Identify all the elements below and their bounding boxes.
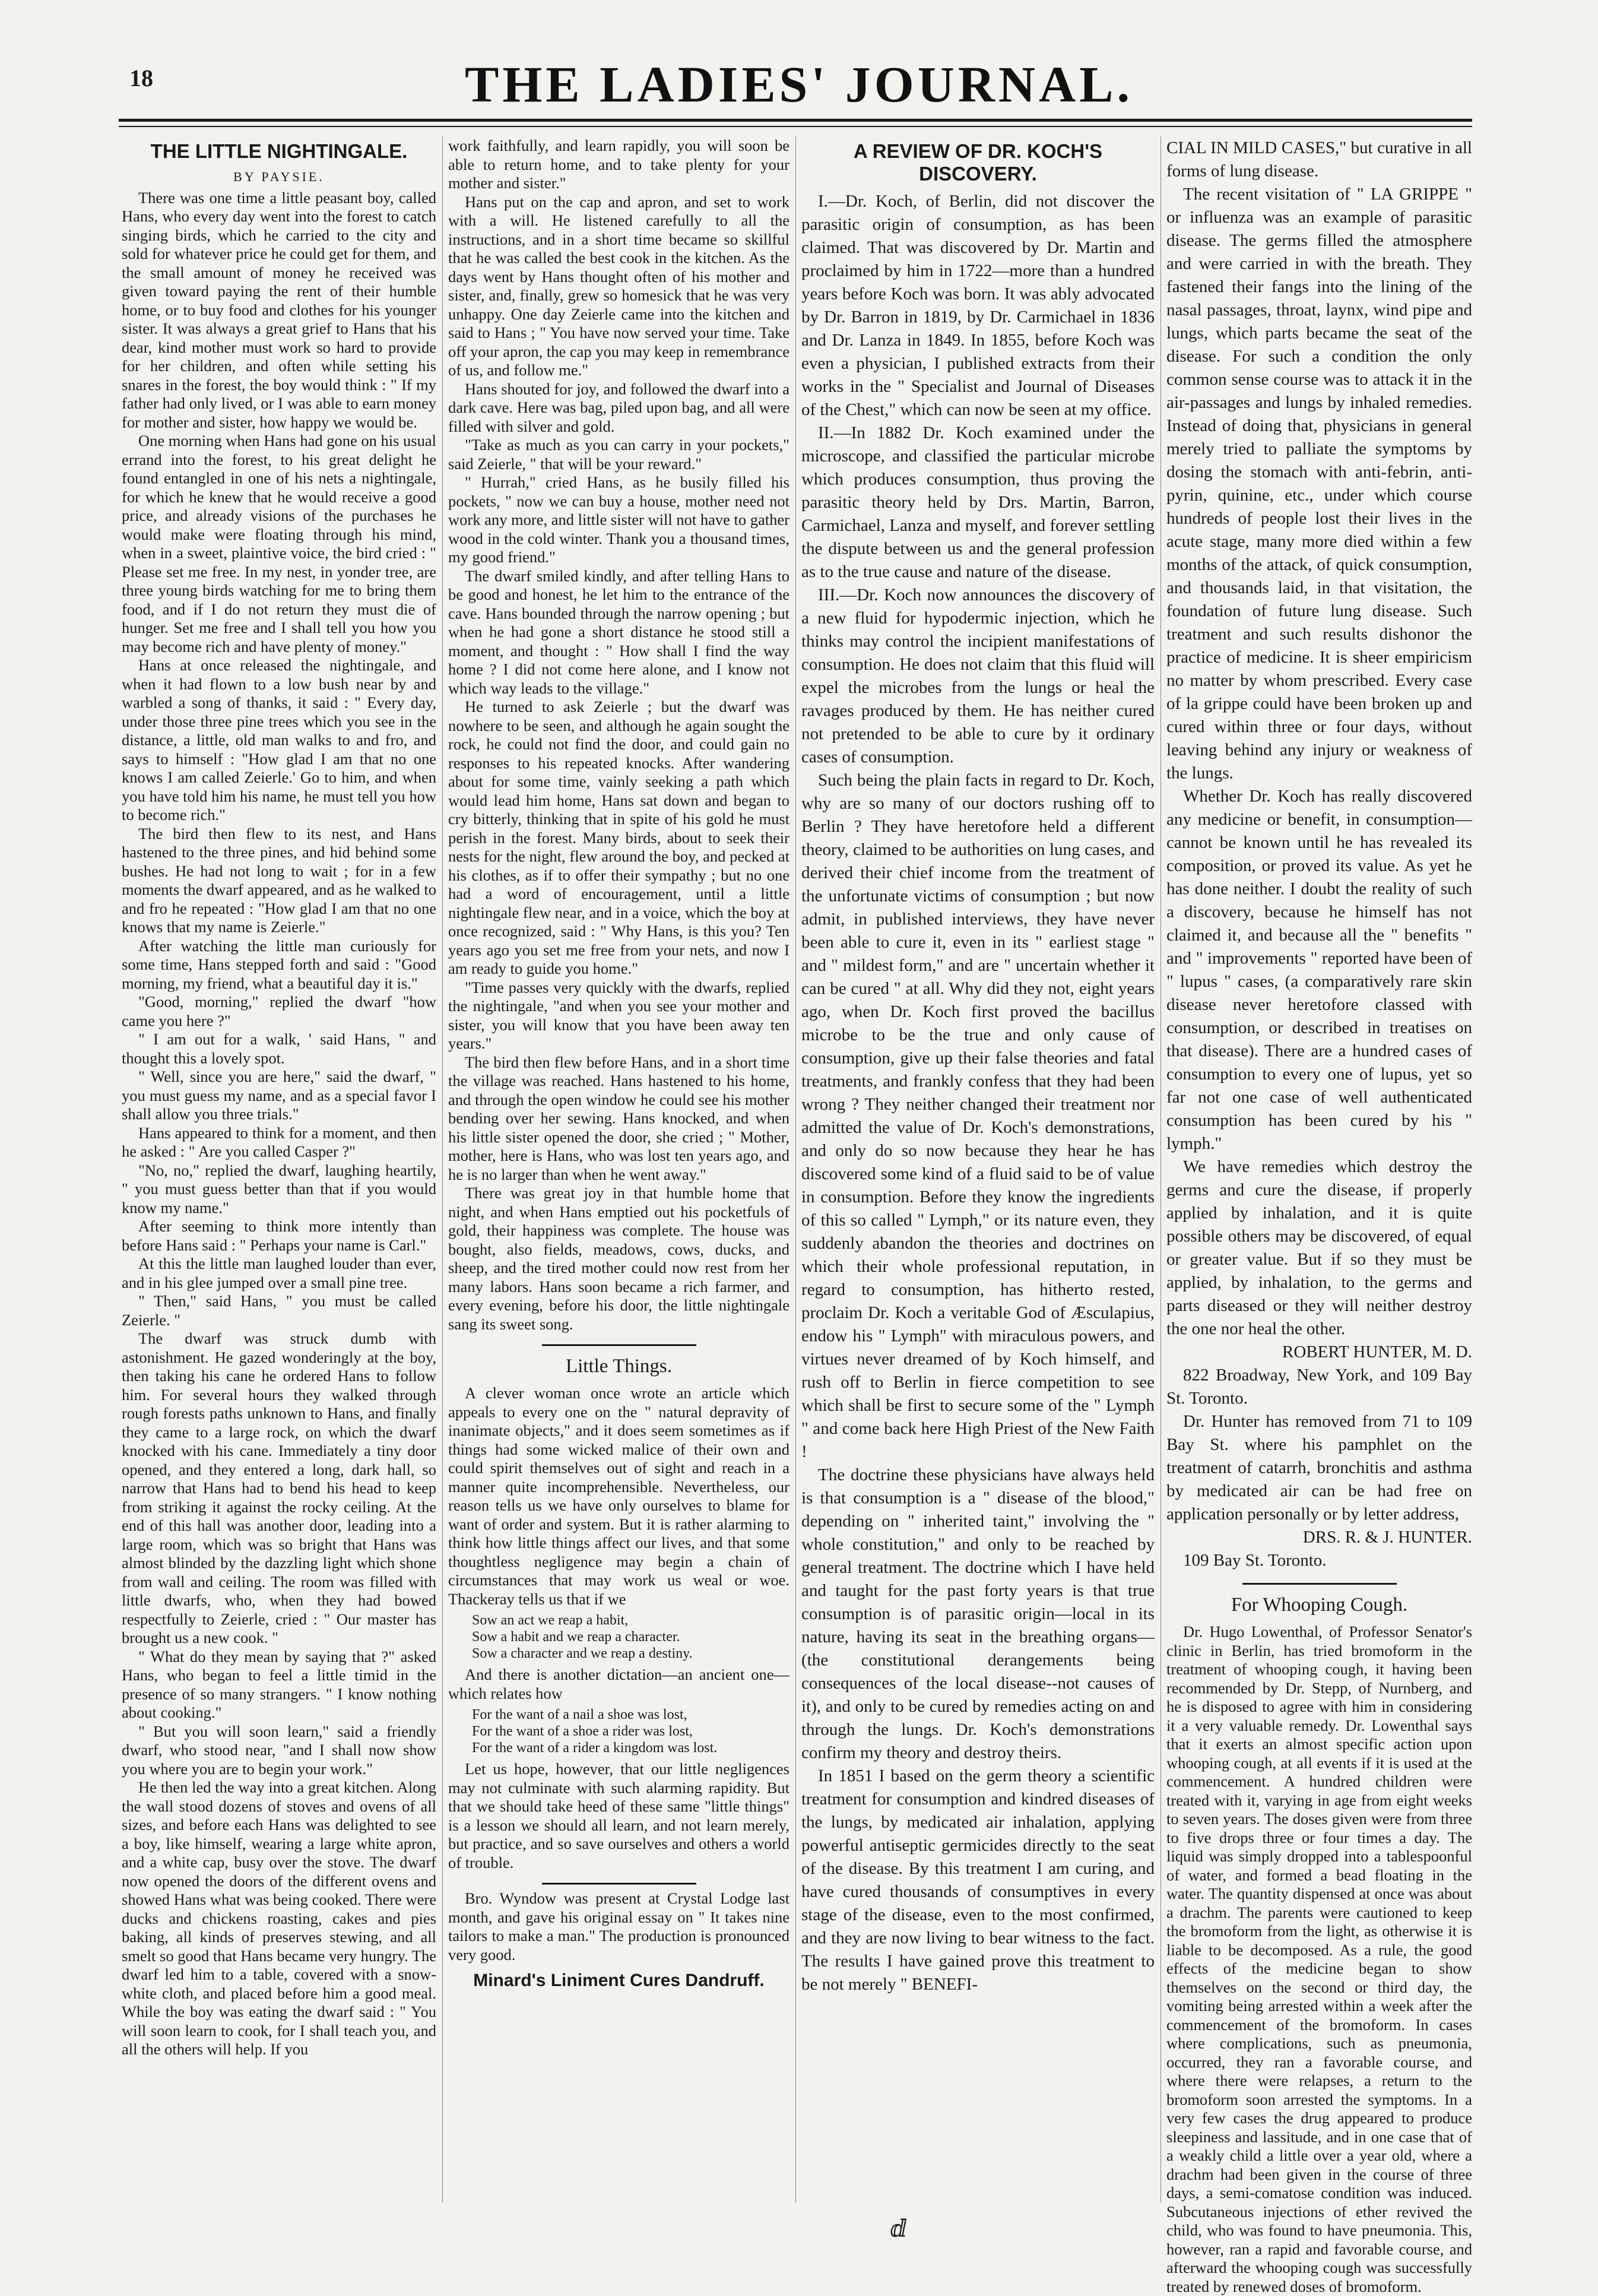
address: 822 Broadway, New York, and 109 Bay St. Toronto. xyxy=(1166,1366,1472,1408)
paragraph: One morning when Hans had gone on his usual errand into the forest, to his great delight he found entangled in one of his nets a nightingale, for which he knew that he would receive a good price, and already visions of the purchases he would make were floating through his mind, when in a sweet, plaintive voice, the bird cried : " Please set me free. In my nest, in yonder tree, are three young birds watching for me to bring them food, and if I do not return they must die of hunger. Set me free and I shall tell you how you may become rich and have plenty of money." xyxy=(122,432,436,655)
section-divider xyxy=(542,1344,696,1346)
paragraph: There was one time a little peasant boy, called Hans, who every day went into the forest to catch singing birds, which he carried to the city and sold for whatever price he could get for them, and the small amount of money he received was given toward paying the rent of their humble home, or to buy food and clothes for his younger sister. It was always a great grief to Hans that his dear, kind mother must work so hard to provide for her children, and often while setting his snares in the forest, the boy would think : " If my father had only lived, or I was able to earn money for mother and sister, how happy we would be. xyxy=(122,188,436,431)
paragraph: In 1851 I based on the germ theory a scientific treatment for consumption and kindred diseases of the lungs, by medicated air inhalation, applying powerful antiseptic germicides directly to the seat of the disease. By this treatment I am curing, and have cured thousands of consumptives in every stage of the disease, even to the most confirmed, and they are now living to bear witness to the fact. The results I have gained prove this treatment to be not merely " BENEFI- xyxy=(801,1766,1155,1994)
paragraph: Dr. Hunter has removed from 71 to 109 Bay St. where his pamphlet on the treatment of catarrh, bronchitis and asthma by medicated air can be had free on application personally or by letter address, xyxy=(1166,1412,1472,1524)
verse xyxy=(472,1706,790,1756)
paragraph: "No, no," replied the dwarf, laughing heartily, " you must guess better than that if you would know my name." xyxy=(122,1161,436,1217)
section-divider xyxy=(1242,1583,1397,1585)
verse-line: Sow a habit and we reap a character. xyxy=(472,1629,680,1645)
paragraph: We have remedies which destroy the germs and cure the disease, if properly applied by inhalation, and it is quite possible others may be discovered, of equal or greater value. But if so they must be applied, by inhalation, to the germs and parts diseased or they will neither destroy the one nor heal the other. xyxy=(1166,1157,1472,1338)
section-divider xyxy=(542,1883,696,1885)
paragraph: I.—Dr. Koch, of Berlin, did not discover the parasitic origin of consumption, as has been claimed. That was discovered by Dr. Martin and proclaimed by him in 1722—more than a hundred years before Koch was born. It was ably advocated by Dr. Barron in 1819, by Dr. Carmichael in 1836 and Dr. Lanza in 1849. In 1855, before Koch was even a physician, I published extracts from their works in the " Specialist and Journal of Diseases of the Chest," which can now be seen at my office. xyxy=(801,192,1155,419)
paragraph: Hans put on the cap and apron, and set to work with a will. He listened carefully to all the instructions, and in a short time became so skillful that he was called the best cook in the kitchen. As the days went by Hans thought often of his mother and sister, and, finally, grew so homesick that he was very unhappy. One day Zeierle came into the kitchen and said to Hans ; " You have now served your time. Take off your apron, the cap you may keep in remembrance of us, and follow me." xyxy=(448,192,790,379)
paragraph: The bird then flew before Hans, and in a short time the village was reached. Hans hastened to his home, and through the open window he could see his mother bending over her sewing. Hans knocked, and when his little sister opened the door, she cried ; " Mother, mother, here is Hans, who was lost ten years ago, and he is no larger than when he went away." xyxy=(448,1053,790,1183)
paragraph: The doctrine these physicians have always held is that consumption is a " disease of the blood," depending on " inherited taint," involving the " whole constitution," and only to be reached by general treatment. The doctrine which I have held and taught for the past forty years is that true consumption is of parasitic origin—local in its nature, having its seat in the breathing organs—(the constitutional derangements being consequences of the local disease--not causes of it), and only to be cured by remedies acting on and through the lungs. Dr. Koch's demonstrations confirm my theory and destroy theirs. xyxy=(801,1465,1155,1762)
paragraph: And there is another dictation—an ancient one—which relates how xyxy=(448,1665,790,1702)
signature: ROBERT HUNTER, M. D. xyxy=(1282,1342,1472,1361)
paragraph: Hans appeared to think for a moment, and then he asked : " Are you called Casper ?" xyxy=(122,1123,436,1160)
paragraph: "Take as much as you can carry in your pockets," said Zeierle, " that will be your reward." xyxy=(448,436,790,473)
paragraph: Dr. Hugo Lowenthal, of Professor Senator's clinic in Berlin, has tried bromoform in the treatment of whooping cough, it having been recommended by Dr. Stepp, of Nurnberg, and he is disposed to agree with him in considering it a very valuable remedy. Dr. Lowenthal says that it exerts an almost specific action upon whooping cough, at all events if it is used at the commencement. A hundred children were treated with it, varying in age from eight weeks to seven years. The doses given were from three to five drops three or four times a day. The liquid was simply dropped into a tablespoonful of water, and formed a bead floating in the water. The quantity dispensed at once was about a drachm. The parents were cautioned to keep the bromoform from the light, as otherwise it is liable to be decomposed. As a rule, the good effects of the medicine began to show themselves on the second or third day, the vomiting being arrested within a week after the commencement of the bromoform. In cases where complications, such as pneumonia, occurred, they ran a favorable course, and where there were relapses, a return to the bromoform soon arrested the symptoms. In a very few cases the drug appeared to produce sleepiness and lassitude, and in one case that of a weakly child a little over a year old, where a drachm had been given in the course of three days, a semi-comatose condition was induced. Subcutaneous injections of ether revived the child, who was found to have pneumonia. This, however, ran a rapid and favorable course, and afterward the whooping cough was successfully treated by renewed doses of bromoform. xyxy=(1166,1623,1472,2295)
verse-line: Sow an act we reap a habit, xyxy=(472,1613,629,1628)
koch-continued xyxy=(1166,137,1472,1572)
paragraph: Whether Dr. Koch has really discovered any medicine or benefit, in consumption—cannot be known until he has revealed its composition, or proved its value. As yet he has done neither. I doubt the reality of such a discovery, because he himself has not claimed it, and because all the " benefits " and " improvements " reported have been of " lupus " cases, (a comparatively rare skin disease never heretofore classed with consumption, or described in treatises on that disease). There are a hundred cases of consumption to every one of lupus, yet so far not one case of well authenticated consumption has been cured by his " lymph." xyxy=(1166,787,1472,1153)
paragraph: III.—Dr. Koch now announces the discovery of a new fluid for hypodermic injection, which he thinks may control the incipient manifestations of consumption. He does not claim that this fluid will expel the microbes from the lungs or heal the ravages produced by them. He has neither cured not pretended to be able to cure by it ordinary cases of consumption. xyxy=(801,585,1155,767)
paragraph: " But you will soon learn," said a friendly dwarf, who stood near, "and I shall now show you where you are to begin your work." xyxy=(122,1722,436,1778)
masthead-rule xyxy=(119,119,1472,122)
paragraph: He turned to ask Zeierle ; but the dwarf was nowhere to be seen, and although he again sought the rock, he could not find the door, and could gain no responses to his repeated knocks. After wandering about for some time, vainly seeking a path which would lead him home, Hans sat down and began to cry bitterly, thinking that in spite of his gold he must perish in the forest. Many birds, about to seek their nests for the night, flew around the boy, and pecked at his clothes, as if to offer their sympathy ; but no one had a word of encouragement, until a little nightingale flew near, and in a voice, which the boy at once recognized, said : " Why Hans, is this you? Ten years ago you set me free from your nets, and now I am ready to guide you home." xyxy=(448,698,790,977)
paragraph: After watching the little man curiously for some time, Hans stepped forth and said : "Good morning, my friend, what a beautiful day it is." xyxy=(122,936,436,992)
signature: DRS. R. & J. HUNTER. xyxy=(1302,1528,1472,1547)
paragraph: " Well, since you are here," said the dwarf, " you must guess my name, and as a special favor I shall allow you three trials." xyxy=(122,1068,436,1123)
nightingale-byline: BY PAYSIE. xyxy=(233,169,325,184)
column-4 xyxy=(1166,137,1472,2295)
paragraph: " What do they mean by saying that ?" asked Hans, who began to feel a little timid in the presence of so many strangers. " I know nothing about cooking." xyxy=(122,1647,436,1721)
whooping-title: For Whooping Cough. xyxy=(1231,1594,1408,1616)
paragraph: A clever woman once wrote an article which appeals to every one on the " natural depravity of inanimate objects," and it does seem sometimes as if things had some wicked malice of their own and could spirit themselves out of sight and reach in a manner quite incomprehensible. Nevertheless, our reason tells us we have only ourselves to blame for want of order and system. But it is rather alarming to think how little things affect our lives, and that some thoughtless negligence may begin a chain of circumstances that may work us weal or woe. Thackeray tells us that if we xyxy=(448,1384,790,1608)
paragraph: work faithfully, and learn rapidly, you will soon be able to return home, and to take plenty for your mother and sister." xyxy=(448,137,790,192)
paragraph: "Time passes very quickly with the dwarfs, replied the nightingale, "and when you see your mother and sister, you will know that you have been away ten years." xyxy=(448,978,790,1052)
paragraph: " Then," said Hans, " you must be called Zeierle. " xyxy=(122,1292,436,1329)
verse-line: For the want of a shoe a rider was lost, xyxy=(472,1724,693,1739)
column-1 xyxy=(122,137,436,2227)
paragraph: He then led the way into a great kitchen. Along the wall stood dozens of stoves and ovens of all sizes, and before each Hans was delighted to see a boy, like himself, wearing a large white apron, and a white cap, busy over the stove. The dwarf now opened the doors of the different ovens and showed Hans what was being cooked. There were ducks and chickens roasting, cakes and pies baking, all kinds of preserves stewing, and all smelt so good that Hans became very hungry. The dwarf led him to a table, covered with a snow-white cloth, and placed before him a good meal. While the boy was eating the dwarf said : " You will soon learn to cook, for I shall teach you, and all the others will help. If you xyxy=(122,1778,436,2058)
paragraph: II.—In 1882 Dr. Koch examined under the microscope, and classified the particular microbe which produces consumption, thus proving the parasitic theory held by Drs. Martin, Barron, Carmichael, Lanza and myself, and forever settling the dispute between us and the general profession as to the true cause and nature of the disease. xyxy=(801,423,1155,581)
paragraph: Such being the plain facts in regard to Dr. Koch, why are so many of our doctors rushing off to Berlin ? They have heretofore held a different theory, claimed to be authorities on lung cases, and derived their chief income from the treatment of the unfortunate victims of consumption ; but now admit, in published interviews, they have never been able to cure it, even in its " earliest stage " and " mildest form," and are " uncertain whether it can be cured " at all. Why did they not, eight years ago, when Dr. Koch first proved the bacillus microbe to be the true and only cause of consumption, give up their false theories and fatal treatments, and frankly confess that they had been wrong ? They neither changed their treatment nor admitted the value of Dr. Koch's demonstrations, and only do so now because they hear he has discovered some kind of a fluid said to be of value in consumption. Before they know the ingredients of this so called " Lymph," or its nature even, they suddenly abandon the theories and doctrines on which their whole professional reputation, in regard to consumption, has hitherto rested, proclaim Dr. Koch a veritable God of Æsculapius, endow his " Lymph" with miraculous powers, and virtues never dreamed of by Koch himself, and rush off to Berlin in fierce competition to see which shall be first to secure some of the " Lymph " and come back here High Priest of the New Faith ! xyxy=(801,771,1155,1461)
advertisement: Minard's Liniment Cures Dandruff. xyxy=(473,1971,765,1990)
paragraph: There was great joy in that humble home that night, and when Hans emptied out his pocketfuls of gold, their happiness was complete. The house was bought, also fields, meadows, cows, ducks, and sheep, and the tired mother could now rest from her many labors. Hans soon became a rich farmer, and every evening, before his door, the little nightingale sang its sweet song. xyxy=(448,1184,790,1333)
masthead-rule-thin xyxy=(119,126,1472,127)
address: 109 Bay St. Toronto. xyxy=(1183,1551,1327,1570)
column-divider xyxy=(795,137,796,2203)
paragraph: "Good, morning," replied the dwarf "how came you here ?" xyxy=(122,993,436,1030)
paragraph: After seeming to think more intently than before Hans said : " Perhaps your name is Carl." xyxy=(122,1217,436,1254)
column-divider xyxy=(442,137,443,2203)
koch-title: A REVIEW OF DR. KOCH'S DISCOVERY. xyxy=(853,140,1103,185)
paragraph: " Hurrah," cried Hans, as he busily filled his pockets, " now we can buy a house, mother need not work any more, and little sister will not have to gather wood in the cold winter. Thank you a thousand times, my good friend." xyxy=(448,473,790,566)
column-3 xyxy=(801,137,1155,2227)
page-number: 18 xyxy=(129,65,153,91)
paragraph: CIAL IN MILD CASES," but curative in all forms of lung disease. xyxy=(1166,138,1472,180)
paragraph: Let us hope, however, that our little negligences may not culminate with such alarming rapidity. But that we should take heed of these same "little things" is a lesson we should all learn, and not learn merely, but practice, and so save ourselves and others a world of trouble. xyxy=(448,1760,790,1871)
paragraph: Bro. Wyndow was present at Crystal Lodge last month, and gave his original essay on " It takes nine tailors to make a man." The production is pronounced very good. xyxy=(448,1889,790,1964)
column-2 xyxy=(448,137,790,2227)
paragraph: The dwarf smiled kindly, and after telling Hans to be good and honest, he let him to the entrance of the cave. Hans bounded through the narrow opening ; but when he had gone a short distance he stood still a moment, and thought : " How shall I find the way home ? I did not come here alone, and I know not which way leads to the village." xyxy=(448,566,790,697)
verse xyxy=(472,1612,790,1662)
verse-line: Sow a character and we reap a destiny. xyxy=(472,1646,693,1661)
paragraph: The recent visitation of " LA GRIPPE " or influenza was an example of parasitic disease. The germs filled the atmosphere and were carried in with the breath. They fastened their fangs into the lining of the nasal passages, throat, laynx, wind pipe and lungs, which parts became the seat of the disease. For such a condition the only common sense course was to attack it in the air-passages and lungs by inhaled remedies. Instead of doing that, physicians in general merely tried to palliate the symptoms by dosing the stomach with anti-febrin, anti-pyrin, quinine, etc., under which course hundreds of people lost their lives in the acute stage, many more died within a few months of the attack, of quick consumption, and thousands laid, in that visitation, the foundation of future lung disease. Such treatment and such results dishonor the practice of medicine. It is sheer empiricism no matter by whom prescribed. Every case of la grippe could have been broken up and cured within three or four days, without leaving behind any injury or weakness of the lungs. xyxy=(1166,185,1472,783)
paragraph: Hans shouted for joy, and followed the dwarf into a dark cave. Here was bag, piled upon bag, and all were filled with silver and gold. xyxy=(448,379,790,435)
paragraph: The bird then flew to its nest, and Hans hastened to the three pines, and hid behind some bushes. He had not long to wait ; for in a few moments the dwarf appeared, and as he walked to and fro he repeated : "How glad I am that no one knows that my name is Zeierle." xyxy=(122,824,436,936)
nightingale-title: THE LITTLE NIGHTINGALE. xyxy=(150,140,408,162)
footer-mark: ⅆ xyxy=(890,2215,907,2242)
masthead: THE LADIES' JOURNAL. xyxy=(465,56,1133,113)
paragraph: At this the little man laughed louder than ever, and in his glee jumped over a small pine tree. xyxy=(122,1255,436,1291)
paragraph: Hans at once released the nightingale, and when it had flown to a low bush near by and warbled a song of thanks, it said : " Every day, under those three pine trees which you see in the distance, a little, old man walks to and fro, and says to himself : "How glad I am that no one knows I am called Zeierle.' Go to him, and when you have told him his name, he must tell you how to become rich." xyxy=(122,656,436,824)
paragraph: The dwarf was struck dumb with astonishment. He gazed wonderingly at the boy, then taking his cane he ordered Hans to follow him. For several hours they walked through rough forests paths unknown to Hans, and finally they came to a large rock, on which the dwarf knocked with his cane. Immediately a tiny door opened, and they entered a long, dark hall, so narrow that Hans had to bend his head to keep from striking it against the rocky ceiling. At the end of this hall was another door, leading into a large room, which was so bright that Hans was almost blinded by the dazzling light which shone from wall and ceiling. The room was filled with little dwarfs, who, when they had bowed respectfully to Zeierle, cried : " Our master has brought us a new cook. " xyxy=(122,1329,436,1646)
paragraph: " I am out for a walk, ' said Hans, " and thought this a lovely spot. xyxy=(122,1030,436,1067)
verse-line: For the want of a rider a kingdom was lost. xyxy=(472,1740,718,1756)
verse-line: For the want of a nail a shoe was lost, xyxy=(472,1707,687,1722)
little-things-title: Little Things. xyxy=(565,1356,673,1377)
